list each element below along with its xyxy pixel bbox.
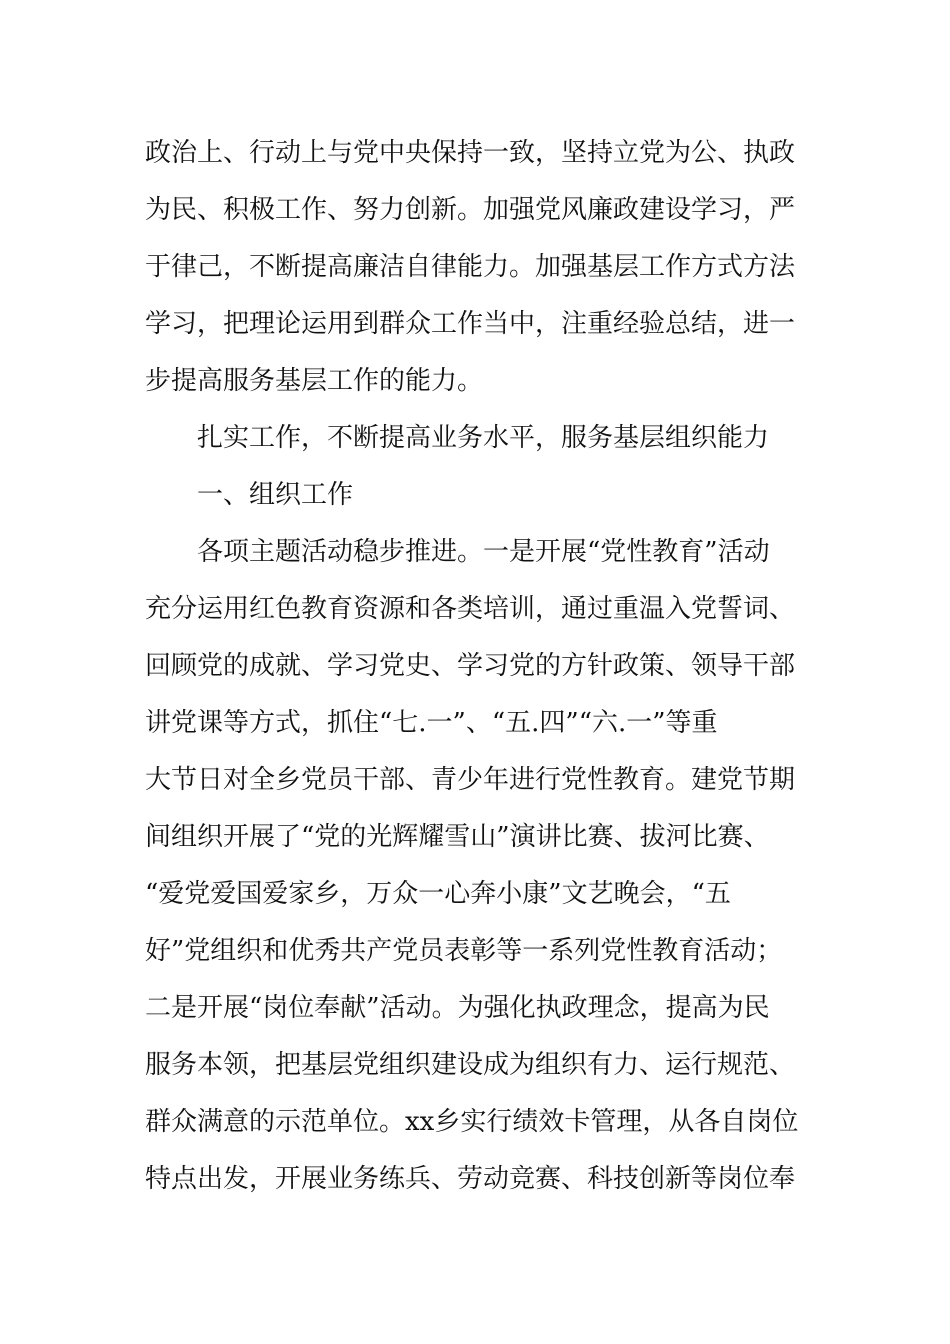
text-line: 学习，把理论运用到群众工作当中，注重经验总结，进一: [145, 309, 796, 339]
text-line: 回顾党的成就、学习党史、学习党的方针政策、领导干部: [145, 651, 796, 681]
text-line: 间组织开展了“党的光辉耀雪山”演讲比赛、拔河比赛、: [145, 822, 770, 852]
text-line: 充分运用红色教育资源和各类培训，通过重温入党誓词、: [145, 594, 796, 624]
text-line: 大节日对全乡党员干部、青少年进行党性教育。建党节期: [145, 765, 796, 795]
section-heading: 扎实工作，不断提高业务水平，服务基层组织能力: [197, 423, 770, 453]
subsection-heading: 一、组织工作: [197, 480, 354, 510]
text-line: 服务本领，把基层党组织建设成为组织有力、运行规范、: [145, 1050, 796, 1080]
text-line: 二是开展“岗位奉献”活动。为强化执政理念，提高为民: [145, 993, 770, 1023]
text-line: “爱党爱国爱家乡，万众一心奔小康”文艺晚会，“五: [145, 879, 731, 909]
text-line: 群众满意的示范单位。xx乡实行绩效卡管理，从各自岗位: [145, 1107, 799, 1137]
text-line: 各项主题活动稳步推进。一是开展“党性教育”活动: [197, 537, 770, 567]
text-line: 为民、积极工作、努力创新。加强党风廉政建设学习，严: [145, 195, 796, 225]
text-line: 好”党组织和优秀共产党员表彰等一系列党性教育活动；: [145, 936, 783, 966]
text-line: 特点出发，开展业务练兵、劳动竞赛、科技创新等岗位奉: [145, 1164, 796, 1194]
text-line: 讲党课等方式，抓住“七.一”、“五.四”“六.一”等重: [145, 708, 718, 738]
text-line: 步提高服务基层工作的能力。: [145, 366, 484, 396]
text-line: 于律己，不断提高廉洁自律能力。加强基层工作方式方法: [145, 252, 796, 282]
text-line: 政治上、行动上与党中央保持一致，坚持立党为公、执政: [145, 138, 796, 168]
